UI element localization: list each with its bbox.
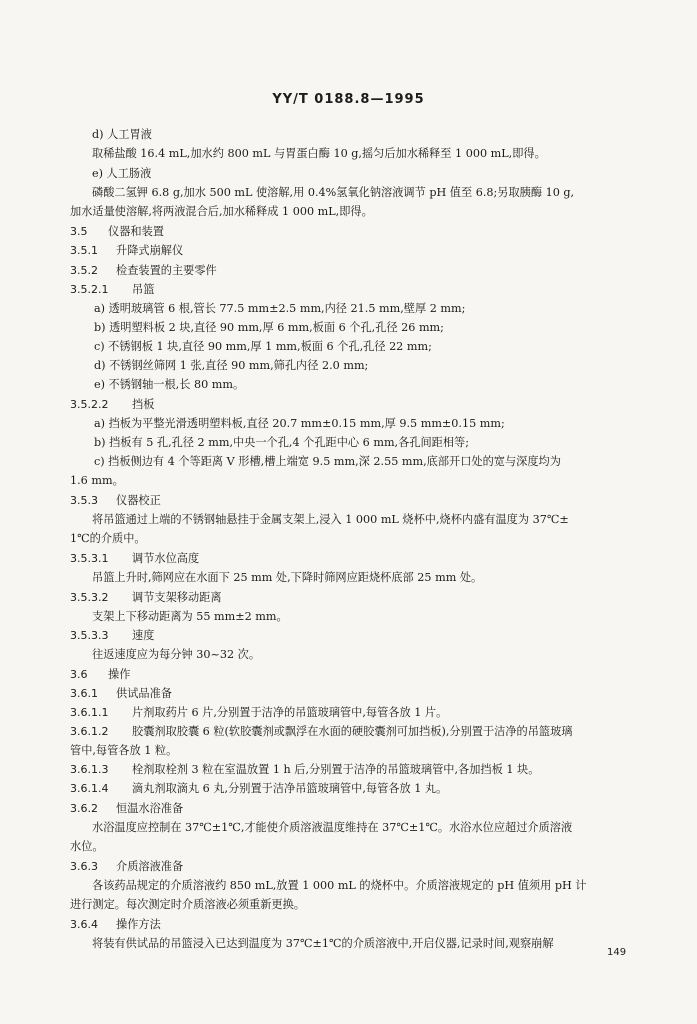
section-number: 3.5.3.1 (70, 552, 109, 565)
section-number: 3.5.3.3 (70, 629, 109, 642)
text-line: 加水适量使溶解,将两液混合后,加水稀释成 1 000 mL,即得。 (70, 205, 373, 218)
section-number: 3.6.1.3 (70, 763, 109, 776)
section-number: 3.6.1 (70, 687, 98, 700)
text-line: 支架上下移动距离为 55 mm±2 mm。 (92, 610, 288, 623)
text-line: 进行测定。每次测定时介质溶液必须重新更换。 (70, 898, 305, 911)
section-heading: 3.5.3.2 调节支架移动距离 (70, 591, 222, 604)
text-line: 1.6 mm。 (70, 474, 124, 487)
text-line: 将装有供试品的吊篮浸入已达到温度为 37℃±1℃的介质溶液中,开启仪器,记录时间,观察崩解 (92, 937, 554, 950)
page-number: 149 (607, 947, 627, 958)
text-line: 取稀盐酸 16.4 mL,加水约 800 mL 与胃蛋白酶 10 g,摇匀后加水稀释至 1 000 mL,即得。 (92, 147, 546, 160)
standard-header: YY/T 0188.8—1995 (272, 92, 425, 107)
text-line: d) 人工胃液 (92, 128, 152, 141)
section-number: 3.5.2.1 (70, 283, 109, 296)
section-heading: 3.5.2.2 挡板 (70, 398, 155, 411)
section-heading: 3.6.4 操作方法 (70, 918, 161, 931)
section-heading: 3.6.1.3 栓剂取栓剂 3 粒在室温放置 1 h 后,分别置于洁净的吊篮玻璃管中,各加挡板 1 块。 (70, 763, 540, 776)
section-number: 3.5.3 (70, 494, 98, 507)
text-line: 管中,每管各放 1 粒。 (70, 744, 178, 757)
text-line: a) 挡板为平整光滑透明塑料板,直径 20.7 mm±0.15 mm,厚 9.5 mm±0.15 mm; (94, 417, 505, 430)
section-number: 3.5.2 (70, 264, 98, 277)
text-line: b) 挡板有 5 孔,孔径 2 mm,中央一个孔,4 个孔距中心 6 mm,各孔间距相等; (94, 436, 470, 449)
section-number: 3.5 (70, 225, 88, 238)
section-number: 3.6.1.2 (70, 725, 109, 738)
section-heading: 3.5.2.1 吊篮 (70, 283, 155, 296)
text-line: e) 人工肠液 (92, 167, 152, 180)
text-line: 吊篮上升时,筛网应在水面下 25 mm 处,下降时筛网应距烧杯底部 25 mm 处。 (92, 571, 483, 584)
section-number: 3.5.3.2 (70, 591, 109, 604)
text-line: d) 不锈钢丝筛网 1 张,直径 90 mm,筛孔内径 2.0 mm; (94, 359, 369, 372)
section-heading: 3.6 操作 (70, 668, 131, 681)
section-heading: 3.6.2 恒温水浴准备 (70, 802, 184, 815)
section-number: 3.6.1.4 (70, 782, 109, 795)
section-number: 3.6 (70, 668, 88, 681)
text-line: a) 透明玻璃管 6 根,管长 77.5 mm±2.5 mm,内径 21.5 mm,壁厚 2 mm; (94, 302, 466, 315)
text-line: 1℃的介质中。 (70, 532, 146, 545)
text-line: b) 透明塑料板 2 块,直径 90 mm,厚 6 mm,板面 6 个孔,孔径 26 mm; (94, 321, 444, 334)
text-line: e) 不锈钢轴一根,长 80 mm。 (94, 378, 245, 391)
section-number: 3.6.2 (70, 802, 98, 815)
text-line: 水浴温度应控制在 37℃±1℃,才能使介质溶液温度维持在 37℃±1℃。水浴水位应超过介质溶液 (92, 821, 573, 834)
section-heading: 3.6.1.2 胶囊剂取胶囊 6 粒(软胶囊剂或飘浮在水面的硬胶囊剂可加挡板),分别置于洁净的吊篮玻璃 (70, 725, 573, 738)
text-line: 水位。 (70, 840, 104, 853)
text-line: c) 挡板侧边有 4 个等距离 V 形槽,槽上端宽 9.5 mm,深 2.55 mm,底部开口处的宽与深度均为 (94, 455, 561, 468)
section-heading: 3.5.2 检查装置的主要零件 (70, 264, 217, 277)
text-line: 将吊篮通过上端的不锈钢轴悬挂于金属支架上,浸入 1 000 mL 烧杯中,烧杯内盛有温度为 37℃± (92, 513, 569, 526)
section-number: 3.6.3 (70, 860, 98, 873)
section-heading: 3.5 仪器和装置 (70, 225, 164, 238)
text-line: 各该药品规定的介质溶液约 850 mL,放置 1 000 mL 的烧杯中。介质溶液规定的 pH 值须用 pH 计 (92, 879, 587, 892)
section-heading: 3.6.1.1 片剂取药片 6 片,分别置于洁净的吊篮玻璃管中,每管各放 1 片。 (70, 706, 448, 719)
section-heading: 3.5.3.3 速度 (70, 629, 155, 642)
section-heading: 3.6.1.4 滴丸剂取滴丸 6 丸,分别置于洁净吊篮玻璃管中,每管各放 1 丸。 (70, 782, 448, 795)
text-line: c) 不锈钢板 1 块,直径 90 mm,厚 1 mm,板面 6 个孔,孔径 22 mm; (94, 340, 432, 353)
text-line: 磷酸二氢钾 6.8 g,加水 500 mL 使溶解,用 0.4%氢氧化钠溶液调节 pH 值至 6.8;另取胰酶 10 g, (92, 186, 575, 199)
section-number: 3.6.4 (70, 918, 98, 931)
section-number: 3.5.1 (70, 244, 98, 257)
section-heading: 3.5.3 仪器校正 (70, 494, 161, 507)
section-heading: 3.5.1 升降式崩解仪 (70, 244, 184, 257)
text-line: 往返速度应为每分钟 30~32 次。 (92, 648, 261, 661)
section-heading: 3.6.1 供试品准备 (70, 687, 172, 700)
section-heading: 3.5.3.1 调节水位高度 (70, 552, 200, 565)
section-heading: 3.6.3 介质溶液准备 (70, 860, 184, 873)
section-number: 3.5.2.2 (70, 398, 109, 411)
section-number: 3.6.1.1 (70, 706, 109, 719)
